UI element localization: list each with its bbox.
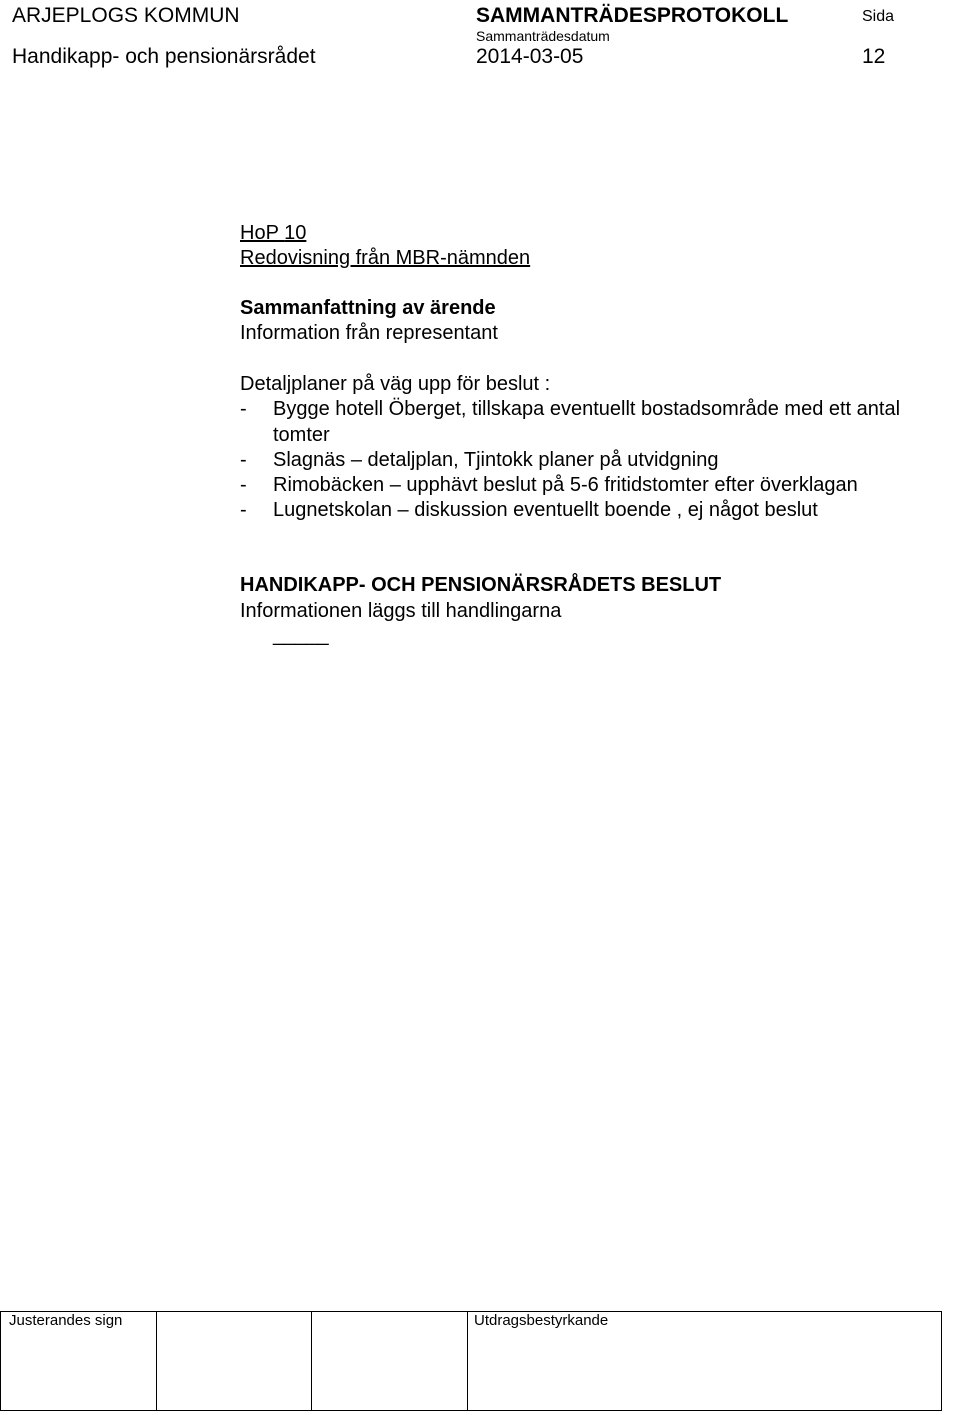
sign-cell-3 (312, 1312, 468, 1410)
sign-cell-1 (1, 1312, 157, 1410)
summary-intro: Information från representant (240, 322, 498, 344)
item-title: Redovisning från MBR-nämnden (240, 247, 531, 269)
certification-label: Utdragsbestyrkande (474, 1312, 609, 1329)
committee-name: Handikapp- och pensionärsrådet (12, 45, 316, 68)
list-item-continuation: tomter (273, 424, 330, 446)
document-type: SAMMANTRÄDESPROTOKOLL (476, 4, 789, 27)
end-mark: _____ (273, 624, 329, 646)
certification-cell (468, 1312, 942, 1410)
list-intro: Detaljplaner på väg upp för beslut : (240, 373, 551, 395)
decision-heading: HANDIKAPP- OCH PENSIONÄRSRÅDETS BESLUT (240, 574, 722, 596)
decision-text: Informationen läggs till handlingarna (240, 600, 562, 622)
meeting-date: 2014-03-05 (476, 45, 584, 68)
signature-box (0, 1311, 942, 1411)
sign-label: Justerandes sign (9, 1312, 123, 1329)
date-label: Sammanträdesdatum (476, 28, 610, 44)
page-number: 12 (862, 45, 886, 68)
sign-cell-2 (157, 1312, 312, 1410)
municipality-name: ARJEPLOGS KOMMUN (12, 4, 240, 27)
page-label: Sida (862, 8, 895, 25)
summary-heading: Sammanfattning av ärende (240, 297, 496, 319)
item-number: HoP 10 (240, 222, 307, 244)
